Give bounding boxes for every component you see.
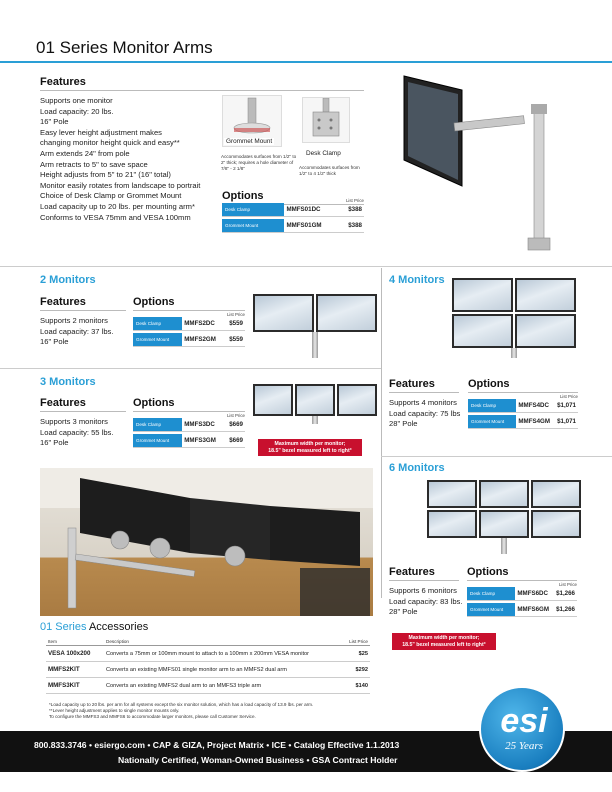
single-options-table [222, 198, 364, 233]
model-number: MMFS3DC [182, 418, 224, 432]
feature-item: Supports 4 monitors [389, 398, 457, 407]
price: $1,071 [554, 399, 578, 413]
three-options-heading: Options [133, 397, 175, 409]
accessories-table [46, 638, 370, 694]
feature-item: Load capacity: 83 lbs. [389, 596, 463, 606]
monitor-pole [312, 332, 318, 358]
list-price-label: List Price [558, 582, 577, 587]
model-number: MMFS3GM [182, 434, 224, 448]
six-monitor-image [427, 480, 581, 554]
divider [389, 392, 459, 393]
feature-item: Load capacity up to 20 lbs. per mounting arm* [40, 201, 195, 211]
two-features-heading: Features [40, 296, 86, 308]
table-row [46, 646, 370, 662]
accessories-heading-label: Accessories [88, 621, 149, 633]
six-features-list [389, 586, 462, 618]
model-number: MMFS6DC [515, 587, 552, 601]
mount-type: Grommet Mount [133, 434, 182, 448]
accessory-description: Converts an existing MMFS01 single monitor arm to an MMFS2 dual arm [104, 662, 343, 678]
accessory-item: MMFS2KIT [46, 662, 104, 678]
monitor-screen [515, 314, 576, 348]
desk-clamp-image [302, 97, 350, 143]
logo-years: 25 Years [505, 740, 543, 752]
feature-item: Load capacity: 55 lbs. [40, 427, 114, 437]
feature-item: 16" Pole [40, 438, 69, 448]
section-divider [381, 456, 612, 457]
price: $388 [339, 219, 364, 233]
footer-certification-line: Nationally Certified, Woman-Owned Business • GSA Contract Holder [118, 755, 398, 765]
footer-contact-line: 800.833.3746 • esiergo.com • CAP & GIZA, Project Matrix • ICE • Catalog Effective 1.1.2013 [34, 740, 400, 750]
warning-line: 18.5" bezel measured left to right° [402, 641, 486, 648]
six-options-table [467, 582, 577, 617]
feature-item: 28" Pole [389, 607, 418, 617]
monitor-screen [452, 278, 513, 312]
column-header-description: Description [104, 638, 343, 646]
single-monitor-arm-image [384, 68, 596, 266]
divider [133, 310, 245, 311]
table-row [46, 678, 370, 694]
feature-item: Conforms to VESA 75mm and VESA 100mm [40, 212, 191, 222]
feature-item: 28" Pole [389, 419, 418, 429]
esi-logo [479, 686, 565, 772]
model-number: MMFS01DC [284, 203, 339, 217]
two-options-heading: Options [133, 296, 175, 308]
accessory-description: Converts an existing MMFS2 dual arm to an MMFS3 triple arm [104, 678, 343, 694]
warning-line: Maximum width per monitor; [274, 441, 346, 447]
option-row [133, 418, 245, 432]
mount-type: Grommet Mount [468, 415, 516, 429]
divider [468, 392, 578, 393]
monitor-pole [501, 538, 507, 554]
feature-item: Arm retracts to 5" to save space [40, 159, 148, 169]
price: $1,266 [553, 587, 577, 601]
list-price-label: List Price [226, 312, 245, 317]
model-number: MMFS6GM [515, 603, 552, 617]
accessory-price: $292 [343, 662, 370, 678]
six-monitors-heading: 6 Monitors [389, 462, 445, 474]
divider [40, 310, 126, 311]
feature-item: 16" Pole [40, 117, 69, 127]
accessories-heading-series: 01 Series [40, 621, 87, 633]
section-divider [0, 266, 612, 267]
desk-clamp-label: Desk Clamp [306, 150, 341, 157]
option-row [467, 603, 577, 617]
price: $388 [339, 203, 364, 217]
single-features-heading: Features [40, 76, 86, 88]
grommet-mount-note: Accommodates surfaces from 1/2" to 2" thick; requires a hole diameter of 7/8" - 2 1/8" [221, 154, 297, 171]
footnote: To configure the MMFS3 and MMFS6 to accommodate larger monitors, please call Customer Service. [49, 714, 256, 719]
mount-type: Desk Clamp [133, 317, 182, 331]
divider [133, 411, 245, 412]
model-number: MMFS2DC [182, 317, 224, 331]
price: $559 [224, 317, 245, 331]
office-photo [40, 468, 373, 616]
feature-item: Supports 2 monitors [40, 316, 108, 325]
feature-item: Supports one monitor [40, 96, 113, 105]
monitor-screen [427, 480, 477, 508]
grommet-mount-label: Grommet Mount [226, 138, 273, 145]
mount-type: Desk Clamp [222, 203, 284, 217]
two-options-table [133, 312, 245, 347]
monitor-screen [479, 480, 529, 508]
feature-item: Supports 3 monitors [40, 417, 108, 426]
monitor-screen [253, 384, 293, 416]
accessory-item: MMFS3KIT [46, 678, 104, 694]
monitor-screen [515, 278, 576, 312]
model-number: MMFS2GM [182, 333, 224, 347]
feature-item: Load capacity: 75 lbs [389, 408, 461, 418]
footnotes [49, 702, 379, 720]
divider [40, 411, 126, 412]
four-monitor-image [452, 278, 578, 358]
mount-type: Grommet Mount [133, 333, 182, 347]
monitor-screen [337, 384, 377, 416]
option-row [467, 587, 577, 601]
warning-line: Maximum width per monitor; [408, 635, 480, 641]
three-monitor-image [253, 384, 379, 424]
price: $1,266 [553, 603, 577, 617]
model-number: MMFS4DC [516, 399, 553, 413]
mount-type: Desk Clamp [468, 399, 516, 413]
three-options-table [133, 413, 245, 448]
feature-item: Supports 6 monitors [389, 586, 457, 595]
monitor-screen [531, 510, 581, 538]
price: $559 [224, 333, 245, 347]
divider [389, 580, 459, 581]
four-options-heading: Options [468, 378, 510, 390]
footnote: *Load capacity up to 20 lbs. per arm for all systems except the six monitor solution, which has a load capacity of 13.9 lbs. per arm. [49, 702, 314, 707]
monitor-pole [511, 348, 517, 358]
price: $669 [224, 418, 245, 432]
option-row [133, 333, 245, 347]
list-price-label: List Price [559, 394, 578, 399]
section-divider [0, 368, 381, 369]
accessory-price: $25 [343, 646, 370, 662]
six-features-heading: Features [389, 566, 435, 578]
model-number: MMFS01GM [284, 219, 339, 233]
four-features-list [389, 398, 460, 430]
option-row [222, 219, 364, 233]
two-monitors-heading: 2 Monitors [40, 274, 96, 286]
four-options-table [468, 394, 578, 429]
divider [467, 580, 577, 581]
single-options-heading: Options [222, 190, 264, 202]
feature-item: changing monitor height quick and easy** [40, 138, 180, 148]
accessory-description: Converts a 75mm or 100mm mount to attach to a 100mm x 200mm VESA monitor [104, 646, 343, 662]
model-number: MMFS4GM [516, 415, 553, 429]
page-title: 01 Series Monitor Arms [36, 38, 213, 57]
feature-item: Load capacity: 37 lbs. [40, 326, 114, 336]
feature-item: Height adjusts from 5" to 21" (16" total) [40, 170, 171, 180]
monitor-screen [479, 510, 529, 538]
three-monitors-heading: 3 Monitors [40, 376, 96, 388]
mount-type: Grommet Mount [222, 219, 284, 233]
column-divider [381, 268, 382, 598]
three-features-list [40, 417, 113, 449]
feature-item: Choice of Desk Clamp or Grommet Mount [40, 191, 182, 201]
option-row [133, 434, 245, 448]
feature-item: Load capacity: 20 lbs. [40, 106, 114, 116]
column-header-item: Item [46, 638, 104, 646]
accessory-price: $140 [343, 678, 370, 694]
three-features-heading: Features [40, 397, 86, 409]
accessory-item: VESA 100x200 [46, 646, 104, 662]
warning-line: 18.5" bezel measured left to right° [268, 447, 352, 454]
mount-type: Desk Clamp [467, 587, 515, 601]
column-header-price: List Price [343, 638, 370, 646]
max-width-warning [258, 439, 362, 456]
option-row [468, 415, 578, 429]
title-divider [0, 61, 612, 63]
monitor-screen [427, 510, 477, 538]
option-row [468, 399, 578, 413]
monitor-screen [253, 294, 314, 332]
table-row [46, 662, 370, 678]
list-price-label: List Price [226, 413, 245, 418]
divider [40, 90, 364, 91]
feature-item: 16" Pole [40, 337, 69, 347]
two-features-list [40, 316, 113, 348]
single-features-list [40, 96, 230, 223]
four-monitors-heading: 4 Monitors [389, 274, 445, 286]
mount-type: Desk Clamp [133, 418, 182, 432]
mount-type: Grommet Mount [467, 603, 515, 617]
feature-item: Monitor easily rotates from landscape to portrait [40, 180, 201, 190]
monitor-screen [316, 294, 377, 332]
two-monitor-image [253, 292, 379, 362]
accessories-heading [40, 621, 148, 633]
feature-item: Easy lever height adjustment makes [40, 127, 162, 137]
desk-clamp-note: Accommodates surfaces from 1/2" to 4 1/2" thick [299, 165, 360, 176]
monitor-screen [295, 384, 335, 416]
option-row [222, 203, 364, 217]
max-width-warning [392, 633, 496, 650]
monitor-pole [312, 416, 318, 424]
footnote: **Lever height adjustment applies to single monitor mounts only. [49, 708, 180, 713]
four-features-heading: Features [389, 378, 435, 390]
monitor-screen [531, 480, 581, 508]
six-options-heading: Options [467, 566, 509, 578]
price: $1,071 [554, 415, 578, 429]
feature-item: Arm extends 24" from pole [40, 148, 130, 158]
list-price-label: List Price [345, 198, 364, 203]
option-row [133, 317, 245, 331]
monitor-screen [452, 314, 513, 348]
price: $669 [224, 434, 245, 448]
logo-text: esi [500, 702, 548, 740]
